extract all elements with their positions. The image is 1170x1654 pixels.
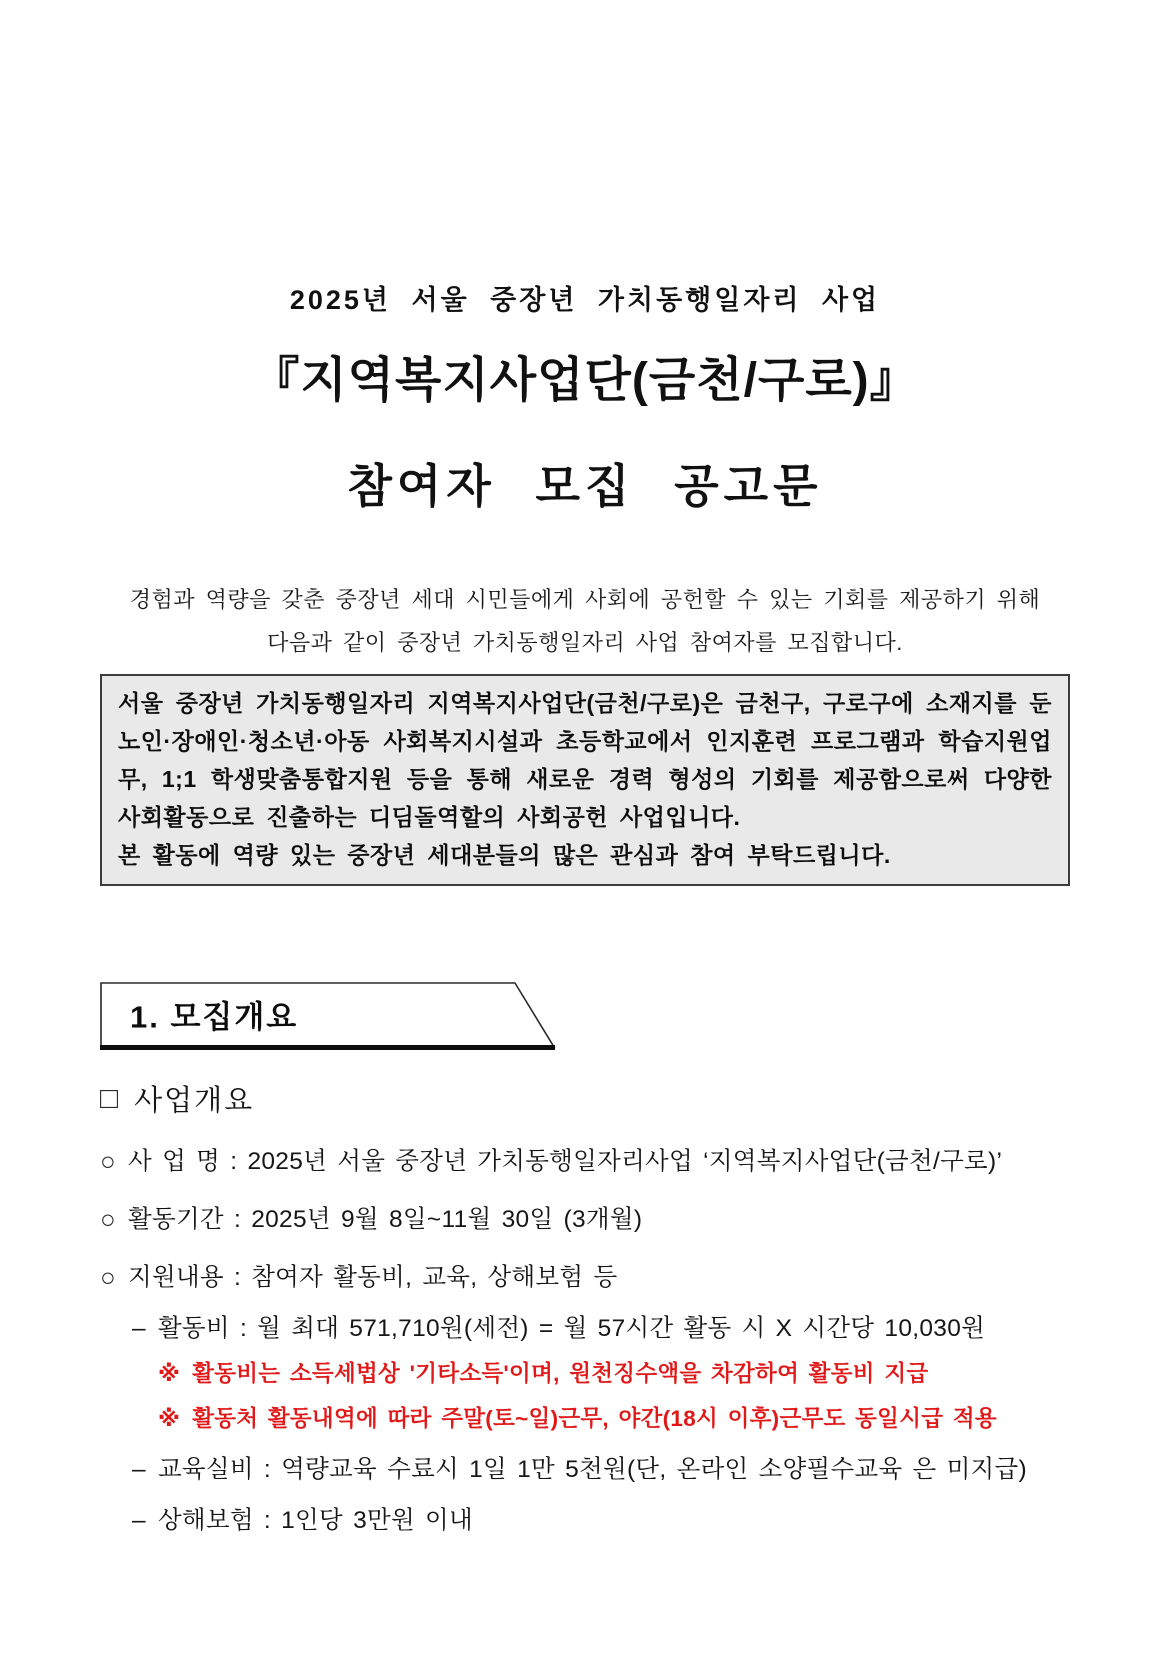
summary-box [100,674,1070,886]
summary-paragraph-2: 본 활동에 역량 있는 중장년 세대분들의 많은 관심과 참여 부탁드립니다. [118,842,891,868]
list-item-text: 지원내용 : 참여자 활동비, 교육, 상해보험 등 [128,1264,618,1291]
list-item-text: 활동비 : 월 최대 571,710원(세전) = 월 57시간 활동 시 X 시간당 10,030원 [157,1315,986,1342]
dash-bullet-icon: – [132,1315,146,1342]
group-title-row [100,1078,1070,1119]
square-bullet-icon: □ [100,1081,121,1115]
reference-mark-icon: ※ [158,1406,181,1431]
circle-bullet-icon: ○ [100,1262,117,1292]
reference-mark-icon: ※ [158,1361,181,1386]
list-item-text: 활동기간 : 2025년 9월 8일~11월 30일 (3개월) [128,1206,643,1233]
group-title-label: 사업개요 [134,1085,255,1117]
list-item-project-name [100,1146,1070,1177]
list-item-text: 상해보험 : 1인당 3만원 이내 [157,1507,473,1534]
list-item-support-content [100,1262,1070,1293]
note-text: 활동비는 소득세법상 '기타소득'이며, 원천징수액을 차감하여 활동비 지급 [192,1361,929,1386]
circle-bullet-icon: ○ [100,1204,117,1234]
intro-line-2: 다음과 같이 중장년 가치동행일자리 사업 참여자를 모집합니다. [267,630,903,655]
intro-paragraph [100,578,1070,664]
list-item-activity-fee [100,1313,1070,1344]
list-item-education-fee [100,1454,1070,1485]
note-income-tax [100,1358,1070,1389]
summary-paragraph-1: 서울 중장년 가치동행일자리 지역복지사업단(금천/구로)은 금천구, 구로구에 소재지를 둔 노인·장애인·청소년·아동 사회복지시설과 초등학교에서 인지훈련 프로그램과 학습지원업무, 1;1 학생맞춤통합지원 등을 통해 새로운 경력 형성의 기회를 제공함으로써 다양한 사회활동으로 진출하는 디딤돌역할의 사회공헌 사업입니다. [118,690,1052,830]
list-item-text: 사 업 명 : 2025년 서울 중장년 가치동행일자리사업 ‘지역복지사업단(금천/구로)’ [128,1148,1003,1175]
circle-bullet-icon: ○ [100,1146,117,1176]
section-1-banner [100,982,556,1050]
list-item-text: 교육실비 : 역량교육 수료시 1일 1만 5천원(단, 온라인 소양필수교육 은 미지급) [157,1456,1027,1483]
dash-bullet-icon: – [132,1456,146,1483]
unit-title: 『지역복지사업단(금천/구로)』 [251,354,919,407]
section-1-heading: 1. 모집개요 [130,999,299,1035]
note-text: 활동처 활동내역에 따라 주말(토~일)근무, 야간(18시 이후)근무도 동일시급 적용 [192,1406,997,1431]
list-item-accident-insurance [100,1505,1070,1536]
title-block [100,0,1070,516]
document-title: 참여자 모집 공고문 [347,460,823,512]
program-title: 2025년 서울 중장년 가치동행일자리 사업 [289,285,881,315]
list-item-activity-period [100,1204,1070,1235]
dash-bullet-icon: – [132,1507,146,1534]
note-weekend-night-pay [100,1403,1070,1434]
intro-line-1: 경험과 역량을 갖춘 중장년 세대 시민들에게 사회에 공헌할 수 있는 기회를 제공하기 위해 [129,587,1041,612]
